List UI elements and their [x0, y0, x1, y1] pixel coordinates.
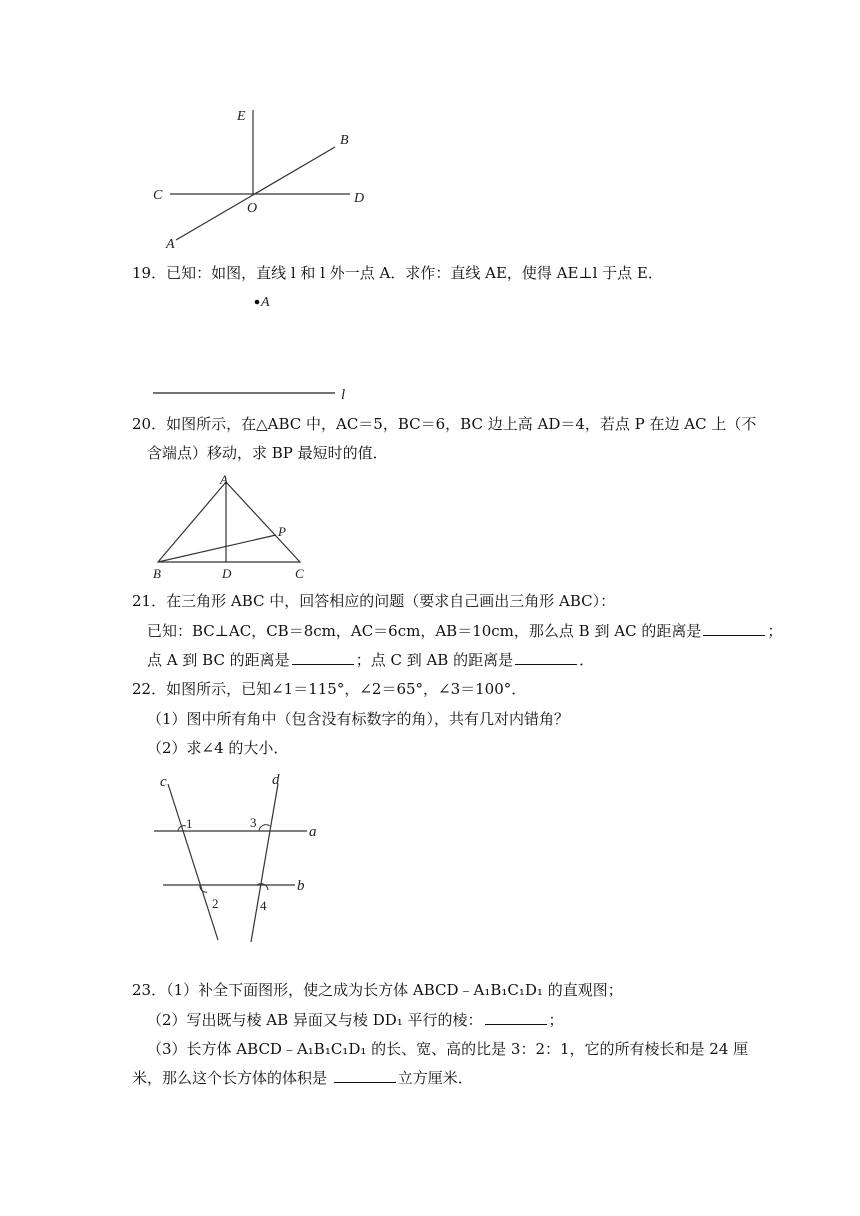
q21-text-d: ；点 C 到 AB 的距离是 — [355, 651, 514, 669]
question-20-line2: 含端点）移动，求 BP 最短时的值． — [147, 444, 388, 462]
q21-text-c: 点 A 到 BC 的距离是 — [147, 651, 290, 669]
label-d: D — [222, 566, 232, 581]
label-d: d — [272, 772, 280, 788]
label-a: A — [166, 237, 175, 252]
question-23-line3: （3）长方体 ABCD﹣A₁B₁C₁D₁ 的长、宽、高的比是 3：2：1，它的所有棱长和是 24 厘 — [147, 1040, 749, 1058]
label-d: D — [354, 191, 365, 206]
label-a: A — [220, 472, 228, 487]
label-point-a: A — [261, 295, 270, 310]
angle-4: 4 — [260, 898, 267, 913]
answer-blank[interactable] — [292, 650, 354, 665]
label-c: c — [160, 774, 167, 790]
question-23-line4 — [132, 1068, 473, 1088]
label-b: b — [297, 878, 305, 894]
answer-blank[interactable] — [334, 1068, 396, 1083]
q23-text-b: ； — [548, 1011, 564, 1029]
q23-text-c: 米，那么这个长方体的体积是 — [132, 1069, 332, 1087]
answer-blank[interactable] — [485, 1010, 547, 1025]
question-22-sub2: （2）求∠4 的大小． — [147, 739, 289, 757]
label-c: C — [295, 566, 304, 581]
question-21-line3 — [147, 650, 594, 670]
label-line-l: l — [341, 387, 346, 403]
question-21-line1: 21．在三角形 ABC 中，回答相应的问题（要求自己画出三角形 ABC）： — [132, 592, 616, 610]
q21-text-b: ； — [767, 622, 783, 640]
question-21-line2 — [147, 621, 782, 641]
label-p: P — [278, 524, 286, 539]
question-23-line1: 23．（1）补全下面图形，使之成为长方体 ABCD﹣A₁B₁C₁D₁ 的直观图； — [132, 981, 623, 999]
label-c: C — [153, 188, 163, 203]
q23-text-d: 立方厘米． — [397, 1069, 473, 1087]
question-22-line1: 22．如图所示，已知∠1＝115°，∠2＝65°，∠3＝100°． — [132, 680, 527, 698]
label-e: E — [237, 109, 246, 124]
answer-blank[interactable] — [703, 621, 765, 636]
label-b: B — [340, 133, 349, 148]
label-o: O — [247, 201, 258, 216]
figure-triangle-abc — [140, 470, 330, 582]
answer-blank[interactable] — [515, 650, 577, 665]
angle-2: 2 — [212, 896, 219, 911]
q21-text-a: 已知：BC⊥AC，CB＝8cm，AC＝6cm，AB＝10cm，那么点 B 到 AC 的距离是 — [147, 622, 702, 640]
angle-3: 3 — [250, 815, 257, 830]
angle-1: 1 — [186, 816, 193, 831]
figure-parallel-lines — [140, 768, 340, 946]
label-a: a — [309, 824, 317, 840]
figure-angle-eocd — [140, 100, 380, 260]
q23-text-a: （2）写出既与棱 AB 异面又与棱 DD₁ 平行的棱： — [147, 1011, 483, 1029]
label-b: B — [153, 566, 161, 581]
question-23-line2 — [147, 1010, 564, 1030]
question-19: 19．已知：如图，直线 l 和 l 外一点 A．求作：直线 AE，使得 AE⊥l 于点 E． — [132, 264, 663, 282]
question-22-sub1: （1）图中所有角中（包含没有标数字的角），共有几对内错角？ — [147, 710, 570, 728]
figure-q19 — [140, 288, 370, 404]
question-20-line1: 20．如图所示，在△ABC 中，AC＝5，BC＝6，BC 边上高 AD＝4，若点 P 在边 AC 上（不 — [132, 415, 757, 433]
q21-text-e: ． — [579, 651, 595, 669]
